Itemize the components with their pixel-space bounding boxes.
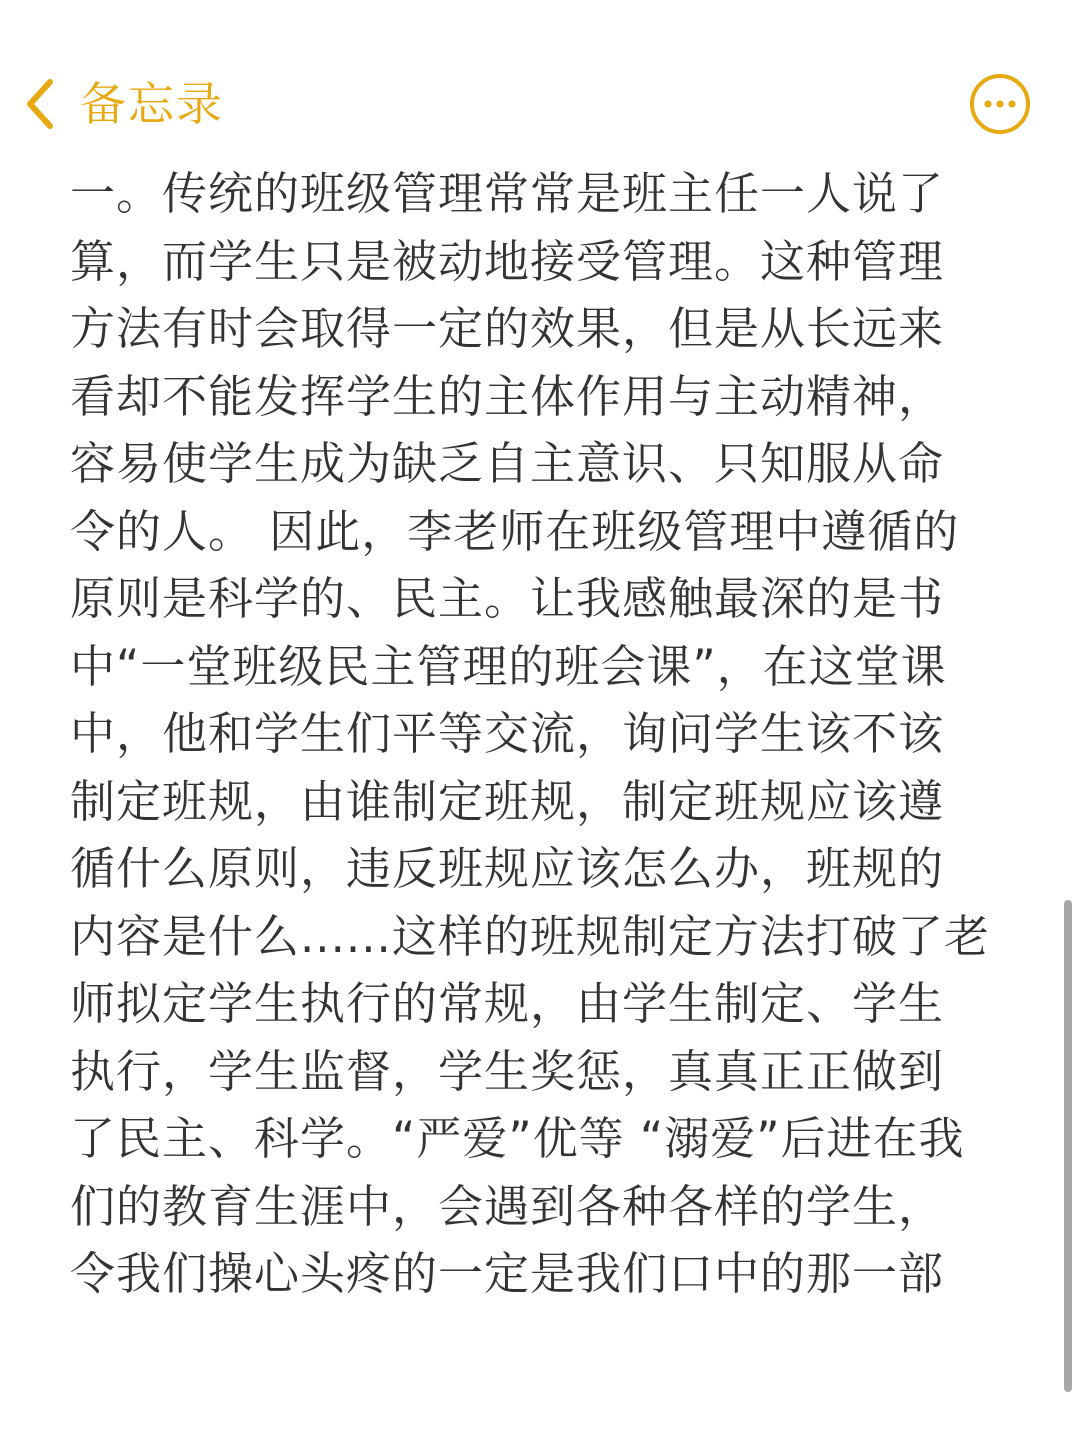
scrollbar-thumb[interactable] bbox=[1064, 900, 1072, 1392]
back-label: 备忘录 bbox=[80, 77, 224, 131]
note-line: 方法有时会取得一定的效果，但是从长远来 bbox=[70, 302, 945, 355]
note-line: 中，他和学生们平等交流，询问学生该不该 bbox=[70, 707, 945, 760]
note-line: 令的人。 因此，李老师在班级管理中遵循的 bbox=[70, 504, 960, 558]
note-line: 一。传统的班级管理常常是班主任一人说了 bbox=[70, 167, 945, 220]
note-line: 师拟定学生执行的常规，由学生制定、学生 bbox=[70, 977, 945, 1030]
note-line: 循什么原则，违反班规应该怎么办，班规的 bbox=[70, 842, 945, 895]
note-line: 了民主、科学。“严爱”优等 “溺爱”后进在我 bbox=[70, 1112, 965, 1165]
note-body[interactable] bbox=[70, 160, 1010, 1300]
note-line: 中“一堂班级民主管理的班会课”，在这堂课 bbox=[70, 639, 947, 693]
note-line: 们的教育生涯中，会遇到各种各样的学生， bbox=[70, 1179, 945, 1233]
note-line: 算，而学生只是被动地接受管理。这种管理 bbox=[70, 234, 945, 288]
note-line: 原则是科学的、民主。让我感触最深的是书 bbox=[70, 572, 945, 625]
note-line: 看却不能发挥学生的主体作用与主动精神， bbox=[70, 369, 945, 423]
note-line: 容易使学生成为缺乏自主意识、只知服从命 bbox=[70, 437, 945, 490]
note-line: 制定班规，由谁制定班规，制定班规应该遵 bbox=[70, 774, 945, 828]
nav-bar bbox=[0, 60, 1080, 148]
note-line: 令我们操心头疼的一定是我们口中的那一部 bbox=[70, 1247, 945, 1300]
note-line: 执行，学生监督，学生奖惩，真真正正做到 bbox=[70, 1044, 945, 1098]
chevron-left-icon bbox=[20, 74, 60, 134]
note-line: 内容是什么......这样的班规制定方法打破了老 bbox=[70, 909, 990, 963]
back-button[interactable] bbox=[20, 74, 224, 134]
more-horizontal-circle-icon bbox=[968, 72, 1032, 136]
more-button[interactable] bbox=[968, 72, 1032, 136]
